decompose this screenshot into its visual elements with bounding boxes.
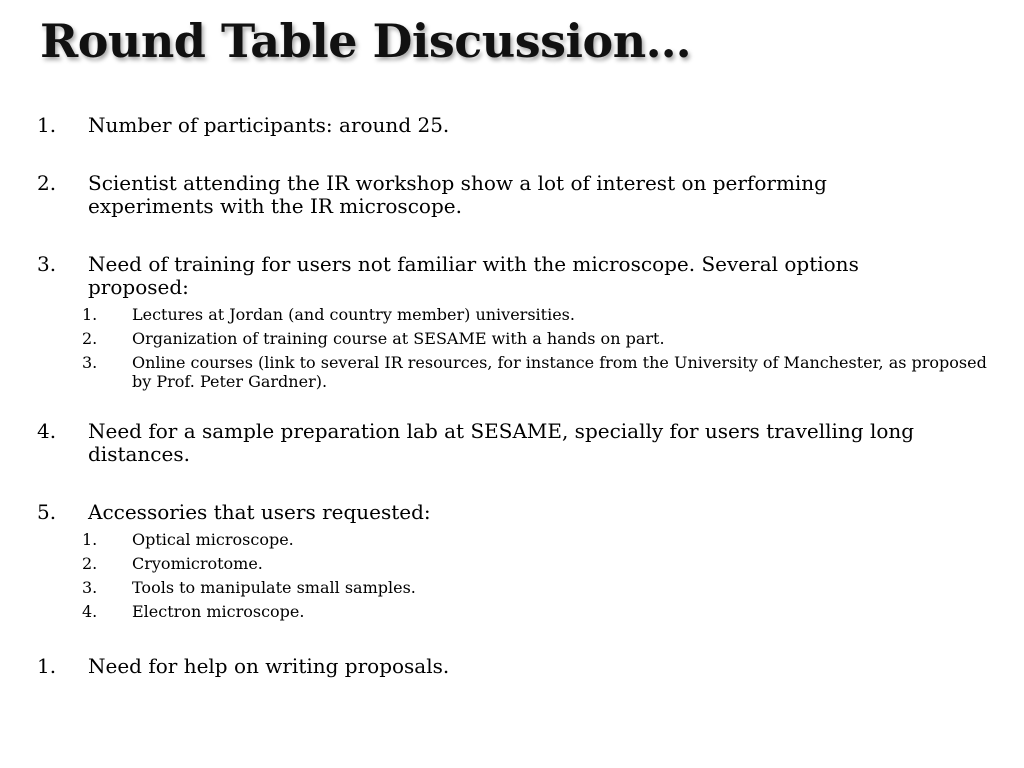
sub-list-item-number: 2. — [82, 554, 98, 573]
list-item-text: Need for help on writing proposals. — [88, 654, 450, 678]
list-item-text: Need of training for users not familiar with the microscope. Several options proposed: — [88, 252, 859, 299]
list-item-number: 4. — [37, 419, 57, 443]
list-item-number: 5. — [37, 500, 57, 524]
list-item-number: 1. — [37, 113, 57, 137]
sub-list-item-number: 1. — [82, 305, 98, 324]
list-item-text: Accessories that users requested: — [88, 500, 431, 524]
list-item-number: 1. — [37, 654, 57, 678]
sub-list-item-text: Tools to manipulate small samples. — [132, 578, 416, 597]
slide-title: Round Table Discussion… — [40, 14, 692, 68]
sub-list-item-number: 3. — [82, 578, 98, 597]
list-item-number: 3. — [37, 252, 57, 276]
list-item-number: 2. — [37, 171, 57, 195]
list-item-text: Scientist attending the IR workshop show a lot of interest on performing experiments with the IR microscope. — [88, 171, 827, 218]
list-item-text: Need for a sample preparation lab at SESAME, specially for users travelling long distances. — [88, 419, 915, 466]
list-item-text: Number of participants: around 25. — [88, 113, 450, 137]
sub-list-item-number: 3. — [82, 353, 98, 372]
sub-list-item-text: Cryomicrotome. — [132, 554, 263, 573]
sub-list-item-number: 2. — [82, 329, 98, 348]
sub-list-item-number: 1. — [82, 530, 98, 549]
sub-list-item-number: 4. — [82, 602, 98, 621]
sub-list-item-text: Lectures at Jordan (and country member) universities. — [132, 305, 575, 324]
sub-list-item-text: Electron microscope. — [132, 602, 305, 621]
sub-list-item-text: Online courses (link to several IR resources, for instance from the University of Manchester, as proposed by Prof. Peter Gardner). — [132, 353, 987, 391]
sub-list-item-text: Organization of training course at SESAME with a hands on part. — [132, 329, 665, 348]
sub-list-item-text: Optical microscope. — [132, 530, 294, 549]
